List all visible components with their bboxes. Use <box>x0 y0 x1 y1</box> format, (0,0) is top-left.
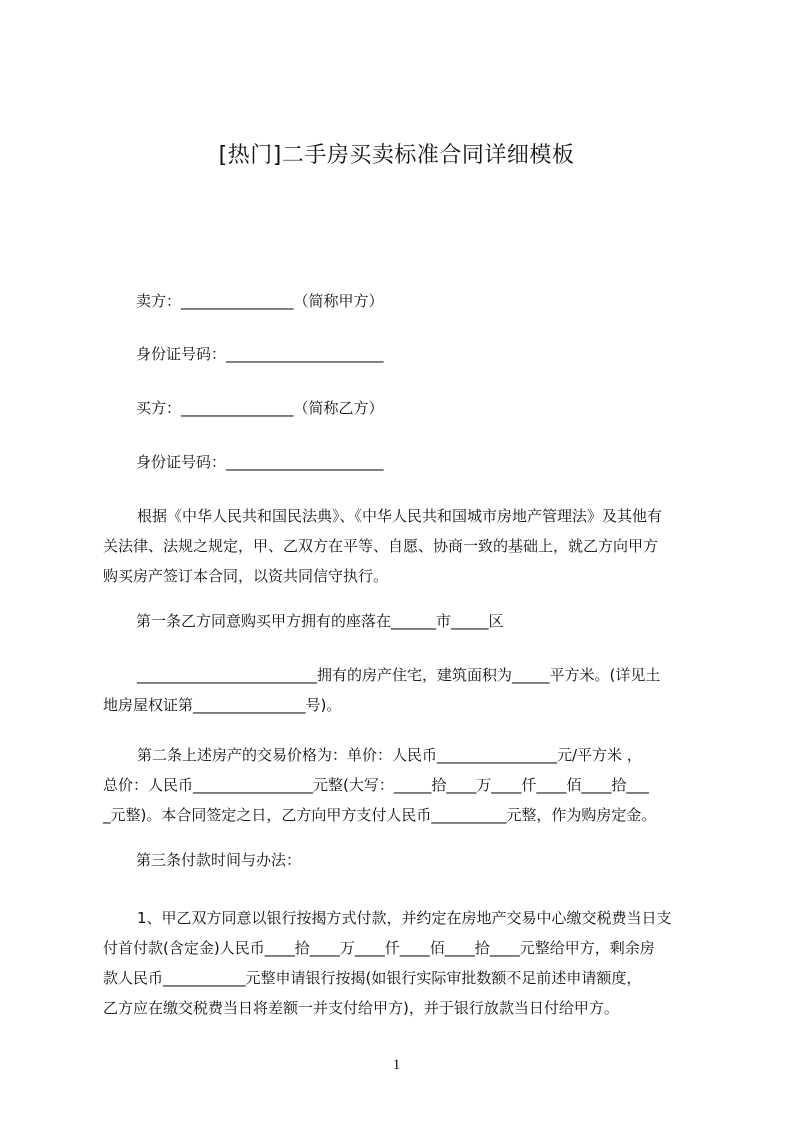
article1-line: 地房屋权证第_______________号)。 <box>103 696 342 714</box>
buyer-id-line: 身份证号码：_____________________ <box>136 453 384 471</box>
article1-heading: 第一条乙方同意购买甲方拥有的座落在______市_____区 <box>136 612 504 630</box>
article2-line: 第二条上述房产的交易价格为：单价：人民币________________元/平方米 ， <box>137 746 642 764</box>
article3-clause1-line: 1、甲乙双方同意以银行按揭方式付款，并约定在房地产交易中心缴交税费当日支 <box>137 909 672 927</box>
article3-clause1-paragraph <box>103 903 703 1023</box>
article2-line: _元整)。本合同签定之日，乙方向甲方支付人民币__________元整，作为购房定金。 <box>103 806 657 824</box>
article3-clause1-line: 付首付款(含定金)人民币____拾____万____仟____佰____拾____元整给甲方，剩余房 <box>103 939 655 957</box>
article1-line: ________________________拥有的房产住宅，建筑面积为_____平方米。(详见土 <box>137 666 661 684</box>
page-number: 1 <box>392 1057 401 1073</box>
seller-line: 卖方：_______________（简称甲方） <box>136 292 384 310</box>
article3-heading: 第三条付款时间与办法： <box>136 851 302 869</box>
preamble-line: 根据《中华人民共和国民法典》、《中华人民共和国城市房地产管理法》及其他有 <box>137 507 663 525</box>
article1-paragraph <box>103 660 703 720</box>
preamble-line: 购买房产签订本合同，以资共同信守执行。 <box>103 567 389 585</box>
buyer-line: 买方：_______________（简称乙方） <box>136 399 384 417</box>
article3-clause1-line: 乙方应在缴交税费当日将差额一并支付给甲方)，并于银行放款当日付给甲方。 <box>103 999 619 1017</box>
seller-id-line: 身份证号码：_____________________ <box>136 345 384 363</box>
preamble-line: 关法律、法规之规定，甲、乙双方在平等、自愿、协商一致的基础上，就乙方向甲方 <box>103 537 659 555</box>
article2-paragraph <box>103 740 703 830</box>
document-title: [热门]二手房买卖标准合同详细模板 <box>218 143 575 168</box>
article2-line: 总价：人民币________________元整(大写：_____拾____万____仟____佰____拾___ <box>103 776 649 794</box>
preamble-paragraph <box>103 501 703 591</box>
article3-clause1-line: 款人民币___________元整申请银行按揭(如银行实际审批数额不足前述申请额度， <box>103 969 642 987</box>
